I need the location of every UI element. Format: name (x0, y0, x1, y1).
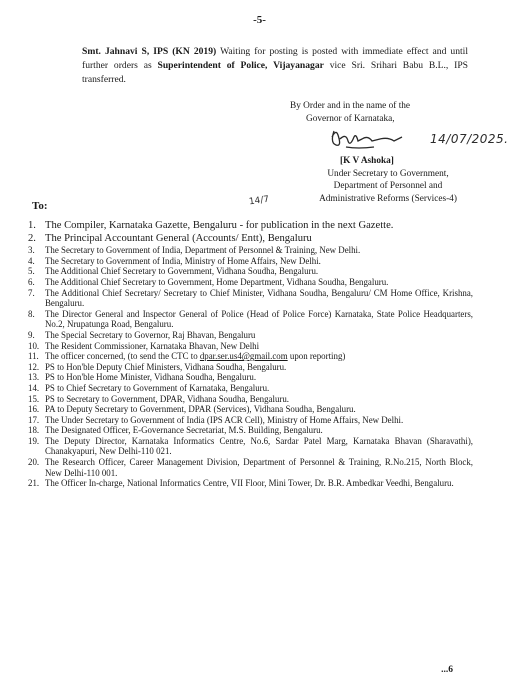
list-item: 9. The Special Secretary to Governor, Raj Bhavan, Bengaluru (28, 329, 256, 340)
list-item: 19. The Deputy Director, Karnataka Informatics Centre, No.6, Sardar Patel Marg, Karnataka Bhavan (Sharavathi), Chanakyapuri, New Delhi-110 021. (28, 435, 473, 457)
post-name: Superintendent of Police, Vijayanagar (157, 60, 324, 71)
list-item: 1. The Compiler, Karnataka Gazette, Bengaluru - for publication in the next Gazette. (28, 220, 394, 231)
page-number: -5- (253, 14, 266, 26)
signer-name: [K V Ashoka] (340, 156, 394, 166)
list-item: 2. The Principal Accountant General (Accounts/ Entt), Bengaluru (28, 232, 312, 244)
list-item: 4. The Secretary to Government of India, Ministry of Home Affairs, New Delhi. (28, 255, 321, 266)
list-item: 16. PA to Deputy Secretary to Government, DPAR (Services), Vidhana Soudha, Bengaluru. (28, 404, 356, 415)
list-item: 15. PS to Secretary to Government, DPAR, Vidhana Soudha, Bengaluru. (28, 393, 289, 404)
signer-designation-2: Department of Personnel and (333, 181, 443, 191)
by-order-line-2: Governor of Karnataka, (306, 113, 395, 124)
officer-name: Smt. Jahnavi S, IPS (KN 2019) (82, 46, 217, 57)
list-item: 11. The officer concerned, (to send the CTC to dpar.ser.us4@gmail.com upon reporting) (28, 351, 346, 362)
handwritten-initials: 14/7 (248, 194, 270, 208)
list-item: 17. The Under Secretary to Government of India (IPS ACR Cell), Ministry of Home Affairs, New Delhi. (28, 414, 404, 425)
list-item: 18. The Designated Officer, E-Governance Secretariat, M.S. Building, Bengaluru. (28, 425, 323, 436)
signer-designation-3: Administrative Reforms (Services-4) (319, 193, 457, 204)
list-item: 13. PS to Hon'ble Home Minister, Vidhana Soudha, Bengaluru. (28, 372, 257, 383)
list-item: 10. The Resident Commissioner, Karnataka Bhavan, New Delhi (28, 340, 260, 351)
signer-designation-1: Under Secretary to Government, (327, 168, 449, 179)
list-item: 6. The Additional Chief Secretary to Government, Home Department, Vidhana Soudha, Bengaluru. (28, 276, 389, 287)
handwritten-date: 14/07/2025. (430, 132, 509, 146)
handwritten-signature (328, 125, 428, 153)
list-item: 21. The Officer In-charge, National Informatics Centre, VII Floor, Mini Tower, Dr. B.R. Ambedkar Veedhi, Bengaluru. (28, 478, 454, 489)
list-item: 12. PS to Hon'ble Deputy Chief Ministers, Vidhana Soudha, Bengaluru. (28, 361, 287, 372)
list-item: 20. The Research Officer, Career Management Division, Department of Personnel & Training, R.No.215, North Block, New Delhi-110 001. (28, 457, 473, 478)
to-label: To: (32, 200, 48, 212)
recipient-list (28, 220, 473, 489)
signature-block (288, 100, 518, 205)
order-text-2: vice Sri. Srihari Babu B.L., IPS transferred. (82, 60, 468, 85)
list-item: 5. The Additional Chief Secretary to Government, Vidhana Soudha, Bengaluru. (28, 266, 319, 277)
posting-order-paragraph (82, 45, 468, 87)
list-item: 14. PS to Chief Secretary to Government of Karnataka, Bengaluru. (28, 382, 270, 393)
list-item: 7. The Additional Chief Secretary/ Secretary to Chief Minister, Vidhana Soudha, Bengaluru/ CM Home Office, Krishna, Bengaluru. (28, 287, 473, 309)
list-item: 8. The Director General and Inspector General of Police (Head of Police Force) Karnataka, State Police Headquarters, No.2, Nrupatunga Road, Bengaluru. (28, 308, 473, 330)
order-text-1: Waiting for posting is posted with immediate effect and until further orders as (82, 46, 468, 71)
email-link[interactable]: dpar.ser.us4@gmail.com (199, 351, 288, 362)
list-item: 3. The Secretary to Government of India, Department of Personnel & Training, New Delhi. (28, 245, 361, 256)
continuation-marker: ...6 (441, 665, 453, 675)
by-order-line-1: By Order and in the name of the (290, 101, 411, 111)
signature-area (288, 125, 518, 155)
